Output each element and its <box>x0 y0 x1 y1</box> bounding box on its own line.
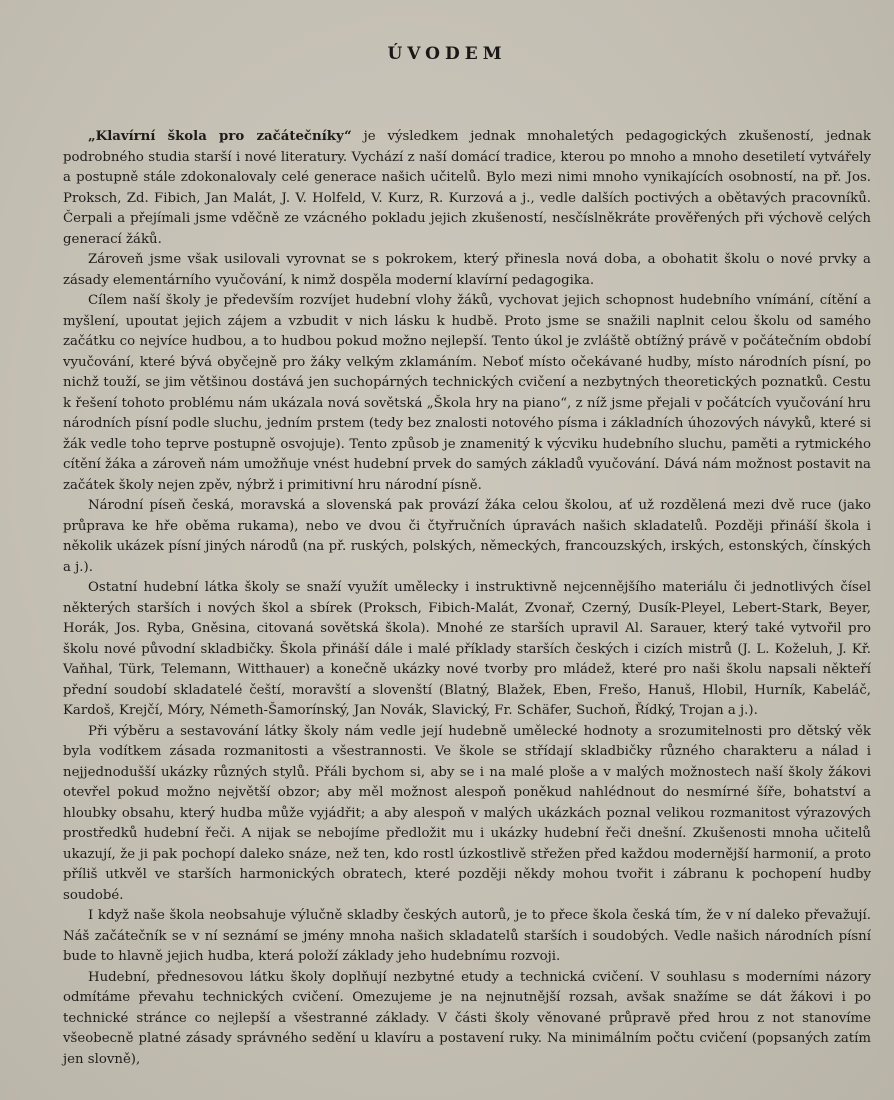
paragraph <box>63 127 871 250</box>
paragraph: Cílem naší školy je především rozvíjet hudební vlohy žáků, vychovat jejich schopnost hudebního vnímání, cítění a myšlení, upoutat jejich zájem a vzbudit v nich lásku k hudbě. Proto jsme se snažili naplnit celou školu od samého začátku co nejvíce hudbou, a to hudbou pokud možno nejlepší. Tento úkol je zvláště obtížný právě v počátečním období vyučování, které bývá obyčejně pro žáky velkým zklamáním. Neboť místo očekávané hudby, místo národních písní, po nichž touží, se jim většinou dostává jen suchopárných technických cvičení a nezbytných theoretických poznatků. Cestu k řešení tohoto problému nám ukázala nová sovětská „Škola hry na piano“, z níž jsme přejali v počátcích vyučování hru národních písní podle sluchu, jedním prstem (tedy bez znalosti notového písma i základních úhozových návyků, které si žák vedle toho teprve postupně osvojuje). Tento způsob je znamenitý k výcviku hudebního sluchu, paměti a rytmického cítění žáka a zároveň nám umožňuje vnést hudební prvek do samých základů vyučování. Dává nám možnost postavit na začátek školy nejen zpěv, nýbrž i primitivní hru národní písně. <box>63 293 871 493</box>
page-heading: ÚVODEM <box>387 44 507 64</box>
book-title-phrase: „Klavírní škola pro začátečníky“ <box>88 129 352 144</box>
paragraph: Hudební, přednesovou látku školy doplňují nezbytné etudy a technická cvičení. V souhlasu s moderními názory odmítáme převahu technických cvičení. Omezujeme je na nejnutnější rozsah, avšak snažíme se dát žákovi i po technické stránce co nejlepší a všestranné základy. V části školy věnované průpravě před hrou z not stanovíme všeobecně platné zásady správného sedění u klavíru a postavení ruky. Na minimálním počtu cvičení (popsaných zatím jen slovně), <box>63 969 871 1067</box>
paragraph: Při výběru a sestavování látky školy nám vedle její hudebně umělecké hodnoty a srozumitelnosti pro dětský věk byla vodítkem zásada rozmanitosti a všestrannosti. Ve škole se střídají skladbičky různého charakteru a nálad i nejjednodušší ukázky různých stylů. Přáli bychom si, aby se i na malé ploše a v malých možnostech naší školy žákovi otevřel pokud možno největší obzor; aby měl možnost alespoň poněkud nahlédnout do nesmírné šíře, bohatství a hloubky obsahu, který hudba může vyjádřit; a aby alespoň v malých ukázkách poznal velikou rozmanitost výrazových prostředků hudební řeči. A nijak se nebojíme předložit mu i ukázky hudební řeči dnešní. Zkušenosti mnoha učitelů ukazují, že ji pak pochopí daleko snáze, než ten, kdo rostl úzkostlivě střežen před každou modernější harmonií, a proto příliš utkvěl ve starších harmonických obratech, které později někdy mohou tvořit i zábranu k pochopení hudby soudobé. <box>63 723 871 903</box>
paragraph-text: je výsledkem jednak mnohaletých pedagogických zkušeností, jednak podrobného studia starší i nové literatury. Vychází z naší domácí tradice, kterou po mnoho a mnoho desetiletí vytvářely a postupně stále zdokonalovaly celé generace našich učitelů. Bylo mezi nimi mnoho vynikajících osobností, na př. Jos. Proksch, Zd. Fibich, Jan Malát, J. V. Holfeld, V. Kurz, R. Kurzová a j., vedle dalších poctivých a obětavých pracovníků. Čerpali a přejímali jsme vděčně ze vzácného pokladu jejich zkušeností, nesčíslněkráte prověřených při výchově celých generací žáků. <box>63 129 871 247</box>
paragraph: I když naše škola neobsahuje výlučně skladby českých autorů, je to přece škola česká tím, že v ní daleko převažují. Náš začátečník se v ní seznámí se jmény mnoha našich skladatelů starších i soudobých. Vedle našich národních písní bude to hlavně jejich hudba, která položí základy jeho hudebnímu rozvoji. <box>63 908 871 964</box>
body-text <box>63 127 871 1070</box>
paragraph: Národní píseň česká, moravská a slovenská pak provází žáka celou školou, ať už rozdělená mezi dvě ruce (jako průprava ke hře oběma rukama), nebo ve dvou či čtyřručních úpravách našich skladatelů. Později přináší škola i několik ukázek písní jiných národů (na př. ruských, polských, německých, francouzských, irských, estonských, čínských a j.). <box>63 498 871 575</box>
paragraph: Zároveň jsme však usilovali vyrovnat se s pokrokem, který přinesla nová doba, a obohatit školu o nové prvky a zásady elementárního vyučování, k nimž dospěla moderní klavírní pedagogika. <box>63 252 871 288</box>
paragraph: Ostatní hudební látka školy se snaží využít umělecky i instruktivně nejcennějšího materiálu či jednotlivých čísel některých starších i nových škol a sbírek (Proksch, Fibich-Malát, Zvonař, Czerný, Dusík-Pleyel, Lebert-Stark, Beyer, Horák, Jos. Ryba, Gněsina, citovaná sovětská škola). Mnohé ze starších upravil Al. Sarauer, který také vytvořil pro školu nové původní skladbičky. Škola přináší dále i malé příklady starších českých i cizích mistrů (J. L. Koželuh, J. Kř. Vaňhal, Türk, Telemann, Witthauer) a konečně ukázky nové tvorby pro mládež, které pro naši školu napsali někteří přední soudobí skladatelé čeští, moravští a slovenští (Blatný, Blažek, Eben, Frešo, Hanuš, Hlobil, Hurník, Kabeláč, Kardoš, Krejčí, Móry, Németh-Šamorínský, Jan Novák, Slavický, Fr. Schäfer, Suchoň, Řídký, Trojan a j.). <box>63 580 871 718</box>
